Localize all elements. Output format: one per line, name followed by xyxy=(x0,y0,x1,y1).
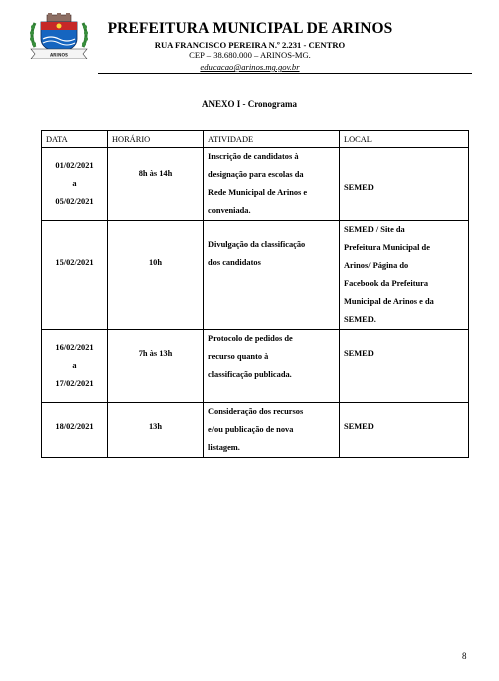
local-line: Facebook da Prefeitura xyxy=(344,279,429,288)
activity-line: listagem. xyxy=(208,443,240,452)
activity-cell xyxy=(204,403,340,458)
activity-line: Rede Municipal de Arinos e xyxy=(208,188,308,197)
activity-cell xyxy=(204,221,340,330)
header-cep: CEP – 38.680.000 – ARINOS-MG. xyxy=(189,50,311,60)
local-line: SEMED xyxy=(344,349,374,358)
table-row xyxy=(42,403,469,458)
activity-line: Divulgação da classificação xyxy=(208,240,306,249)
header-cell-date: DATA xyxy=(42,131,108,148)
svg-text:ARINOS: ARINOS xyxy=(49,52,69,58)
date-line: 05/02/2021 xyxy=(55,196,94,206)
time-value: 13h xyxy=(148,422,163,431)
header-divider xyxy=(98,73,472,74)
header-title: PREFEITURA MUNICIPAL DE ARINOS xyxy=(107,20,393,37)
local-line: Arinos/ Página do xyxy=(344,261,409,270)
activity-line: Consideração dos recursos xyxy=(208,407,304,416)
municipal-crest-logo xyxy=(27,13,91,59)
table-row xyxy=(42,330,469,403)
date-line: a xyxy=(72,178,77,188)
header-cell-time: HORÁRIO xyxy=(108,131,204,148)
table-row xyxy=(42,148,469,221)
activity-line: Inscrição de candidatos à xyxy=(208,152,299,161)
date-line: 01/02/2021 xyxy=(55,160,94,170)
time-value: 7h às 13h xyxy=(138,349,173,358)
local-line: SEMED. xyxy=(344,315,376,324)
activity-line: e/ou publicação de nova xyxy=(208,425,294,434)
table-header-row xyxy=(42,131,469,148)
header-address: RUA FRANCISCO PEREIRA N.º 2.231 - CENTRO xyxy=(154,40,346,50)
activity-cell xyxy=(204,330,340,403)
page-number: 8 xyxy=(462,651,467,661)
local-line: SEMED / Site da xyxy=(344,225,405,234)
activity-line: classificação publicada. xyxy=(208,370,292,379)
local-line: Prefeitura Municipal de xyxy=(344,243,430,252)
date-cell xyxy=(42,330,108,403)
date-cell xyxy=(42,403,108,458)
schedule-table xyxy=(41,130,469,458)
date-line: 15/02/2021 xyxy=(55,258,94,267)
local-line: SEMED xyxy=(344,422,374,431)
local-line: SEMED xyxy=(344,183,374,192)
table-row xyxy=(42,221,469,330)
activity-line: dos candidatos xyxy=(208,258,261,267)
date-line: a xyxy=(72,361,77,370)
date-line: 16/02/2021 xyxy=(55,343,94,352)
date-line: 18/02/2021 xyxy=(55,422,94,431)
header-email-link[interactable]: educacao@arinos.mg.gov.br xyxy=(200,62,300,72)
local-cell xyxy=(340,221,469,330)
time-cell xyxy=(108,403,204,458)
date-cell xyxy=(42,221,108,330)
local-line: Municipal de Arinos e da xyxy=(344,297,434,306)
activity-cell xyxy=(204,148,340,221)
date-cell xyxy=(42,148,108,221)
activity-line: conveniada. xyxy=(208,206,251,215)
activity-line: designação para escolas da xyxy=(208,170,304,179)
annex-title: ANEXO I - Cronograma xyxy=(201,99,298,109)
time-value: 8h às 14h xyxy=(138,169,173,178)
activity-line: Protocolo de pedidos de xyxy=(208,334,293,343)
time-cell xyxy=(108,148,204,221)
time-cell xyxy=(108,330,204,403)
time-cell xyxy=(108,221,204,330)
activity-line: recurso quanto à xyxy=(208,352,269,361)
local-cell xyxy=(340,330,469,403)
time-value: 10h xyxy=(148,258,163,267)
header-cell-activity: ATIVIDADE xyxy=(204,131,340,148)
date-line: 17/02/2021 xyxy=(55,379,94,388)
local-cell xyxy=(340,403,469,458)
local-cell xyxy=(340,148,469,221)
header-cell-local: LOCAL xyxy=(340,131,469,148)
